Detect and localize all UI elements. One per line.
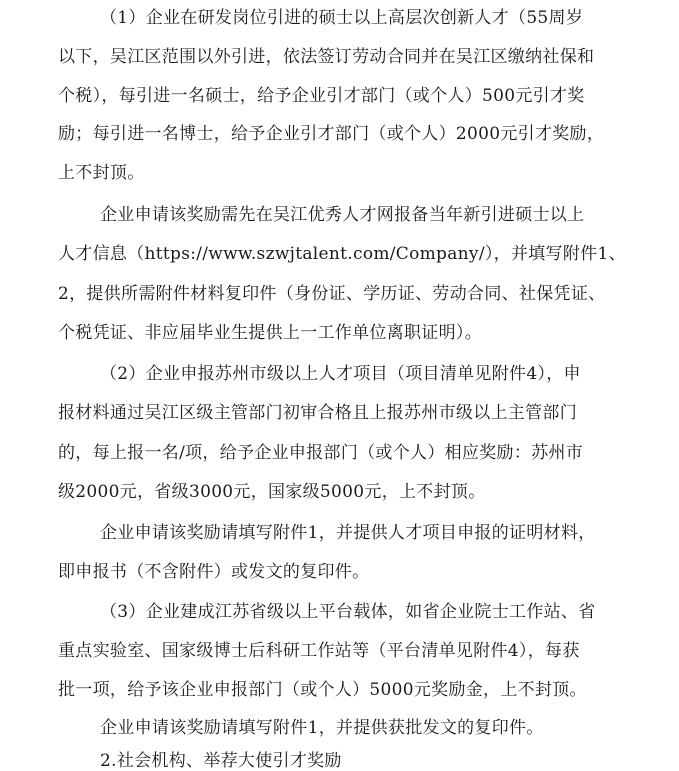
text-line: 企业申请该奖励请填写附件1，并提供人才项目申报的证明材料， [100,523,596,543]
text-line: 个税凭证、非应届毕业生提供上一工作单位离职证明）。 [58,323,482,343]
text-line: 即申报书（不含附件）或发文的复印件。 [58,562,370,582]
text-line: （1）企业在研发岗位引进的硕士以上高层次创新人才（55周岁 [100,8,584,28]
text-line: （3）企业建成江苏省级以上平台载体，如省企业院士工作站、省 [100,602,596,622]
text-line: 2，提供所需附件材料复印件（身份证、学历证、劳动合同、社保凭证、 [58,284,606,304]
text-line: 级2000元，省级3000元，国家级5000元，上不封顶。 [58,482,486,502]
text-line: 的，每上报一名/项，给予企业申报部门（或个人）相应奖励：苏州市 [58,443,584,463]
text-line: 人才信息（https://www.szwjtalent.com/Company/），并填写附件1、 [58,244,626,264]
text-line: 企业申请该奖励需先在吴江优秀人才网报备当年新引进硕士以上 [100,205,585,225]
text-line: 以下，吴江区范围以外引进，依法签订劳动合同并在吴江区缴纳社保和 [58,47,595,67]
text-line: 励；每引进一名博士，给予企业引才部门（或个人）2000元引才奖励， [58,124,605,144]
text-line: 上不封顶。 [58,163,145,183]
text-line: 企业申请该奖励请填写附件1，并提供获批发文的复印件。 [100,718,544,738]
text-line: （2）企业申报苏州市级以上人才项目（项目清单见附件4），申 [100,364,581,384]
text-line: 个税），每引进一名硕士，给予企业引才部门（或个人）500元引才奖 [58,86,585,106]
section-heading: 2.社会机构、举荐大使引才奖励 [100,751,342,771]
text-line: 批一项，给予该企业申报部门（或个人）5000元奖励金，上不封顶。 [58,680,587,700]
text-line: 重点实验室、国家级博士后科研工作站等（平台清单见附件4），每获 [58,641,580,661]
text-line: 报材料通过吴江区级主管部门初审合格且上报苏州市级以上主管部门 [58,403,577,423]
